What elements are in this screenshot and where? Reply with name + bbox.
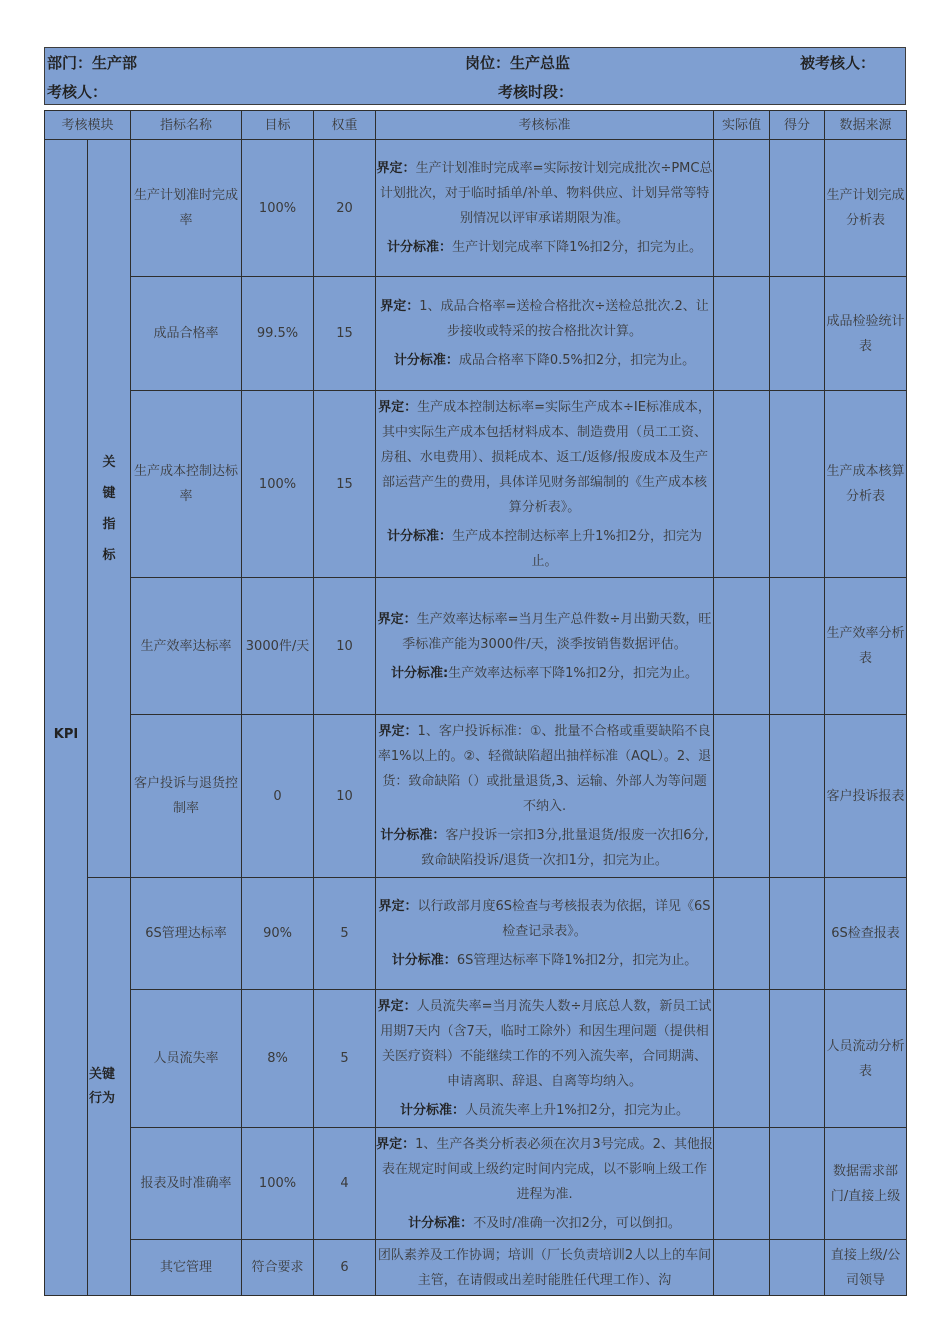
module-kpi-label: KPI [53,726,79,742]
definition-label: 界定： [380,299,420,314]
scoring-text: 客户投诉一宗扣3分,批量退货/报废一次扣6分,致命缺陷投诉/退货一次扣1分，扣完为止。 [421,828,709,868]
indicator-name: 生产成本控制达标率 [131,391,242,578]
actual-value-cell[interactable] [714,990,770,1128]
col-header-standard: 考核标准 [376,111,714,140]
indicator-standard [376,990,714,1128]
scoring-text: 生产计划完成率下降1%扣2分，扣完为止。 [452,240,702,255]
department-label: 部门：生产部 [47,54,138,72]
scoring-label: 计分标准: [390,665,449,681]
definition-text: 人员流失率=当月流失人数÷月底总人数，新员工试用期7天内（含7天，临时工除外）和因生理问题（提供相关医疗资料）不能继续工作的不列入流失率，合同期满、申请离职、辞退、自离等均纳入。 [380,999,712,1089]
assessor-label: 考核人： [47,83,108,101]
definition-label: 界定： [376,1136,416,1152]
indicator-name: 生产计划准时完成率 [131,140,242,277]
indicator-weight: 5 [314,878,376,990]
scoring-label: 计分标准： [391,953,457,968]
score-cell[interactable] [770,1240,825,1296]
indicator-weight: 6 [314,1240,376,1296]
period-label: 考核时段： [498,83,574,101]
definition-text: 团队素养及工作协调；培训（厂长负责培训2人以上的车间主管，在请假或出差时能胜任代理工作）、沟 [377,1247,712,1288]
module-key-indicators-char: 指 [102,516,116,532]
indicator-standard [376,391,714,578]
actual-value-cell[interactable] [714,715,770,878]
indicator-weight: 10 [314,715,376,878]
module-key-indicators-char: 关 [102,454,116,470]
indicator-name: 6S管理达标率 [131,878,242,990]
indicator-standard [376,715,714,878]
score-cell[interactable] [770,1128,825,1240]
scoring-label: 计分标准： [387,528,453,544]
col-header-source: 数据来源 [825,111,907,140]
definition-text: 生产效率达标率=当月生产总件数÷月出勤天数，旺季标准产能为3000件/天，淡季按销售数据评估。 [402,611,712,652]
indicator-name: 人员流失率 [131,990,242,1128]
definition-text: 1、成品合格率=送检合格批次÷送检总批次.2、让步接收或特采的按合格批次计算。 [419,299,709,339]
module-kpi-cell [45,140,88,1296]
definition-label: 界定： [378,724,418,739]
scoring-label: 计分标准： [380,828,446,843]
definition-label: 界定： [376,161,416,176]
data-source: 生产成本核算分析表 [825,391,907,578]
indicator-target: 100% [242,140,314,277]
indicator-standard [376,277,714,391]
actual-value-cell[interactable] [714,878,770,990]
score-cell[interactable] [770,391,825,578]
indicator-weight: 20 [314,140,376,277]
indicator-target: 0 [242,715,314,878]
data-source: 6S检查报表 [825,878,907,990]
indicator-name: 报表及时准确率 [131,1128,242,1240]
indicator-target: 3000件/天 [242,578,314,715]
module-key-behaviors-label: 行为 [89,1090,116,1106]
score-cell[interactable] [770,140,825,277]
score-cell[interactable] [770,878,825,990]
indicator-target: 99.5% [242,277,314,391]
definition-text: 生产成本控制达标率=实际生产成本÷IE标准成本，其中实际生产成本包括材料成本、制造费用（员工工资、房租、水电费用）、损耗成本、返工/返修/报废成本及生产部运营产生的费用，具体详见财务部编制的《生产成本核算分析表》。 [380,399,711,515]
indicator-target: 90% [242,878,314,990]
definition-text: 1、生产各类分析表必须在次月3号完成。2、其他报表在规定时间或上级约定时间内完成，以不影响上级工作进程为准. [382,1136,713,1202]
col-header-score: 得分 [770,111,825,140]
score-cell[interactable] [770,578,825,715]
indicator-weight: 10 [314,578,376,715]
indicator-standard [376,578,714,715]
actual-value-cell[interactable] [714,140,770,277]
scoring-text: 生产成本控制达标率上升1%扣2分，扣完为止。 [452,528,702,569]
module-key-behaviors-label: 关键 [89,1066,116,1082]
indicator-name: 客户投诉与退货控制率 [131,715,242,878]
kpi-table [44,110,907,1296]
scoring-label: 计分标准： [408,1215,474,1231]
data-source: 生产计划完成分析表 [825,140,907,277]
definition-label: 界定： [377,999,417,1014]
table-row [45,277,907,391]
col-header-module: 考核模块 [45,111,131,140]
indicator-standard [376,1240,714,1296]
indicator-standard [376,1128,714,1240]
col-header-target: 目标 [242,111,314,140]
table-row [45,1240,907,1296]
module-key-behaviors-cell [88,878,131,1296]
definition-text: 以行政部月度6S检查与考核报表为依据，详见《6S检查记录表》。 [417,899,711,939]
indicator-target: 100% [242,391,314,578]
indicator-weight: 5 [314,990,376,1128]
module-key-indicators-char: 键 [102,485,116,501]
actual-value-cell[interactable] [714,1240,770,1296]
definition-text: 1、客户投诉标准：①、批量不合格或重要缺陷不良率1%以上的。②、轻微缺陷超出抽样标准（AQL）。2、退货：致命缺陷（）或批量退货,3、运输、外部人为等问题不纳入. [377,724,712,814]
module-key-indicators-cell [88,140,131,878]
actual-value-cell[interactable] [714,277,770,391]
indicator-weight: 15 [314,277,376,391]
score-cell[interactable] [770,277,825,391]
actual-value-cell[interactable] [714,391,770,578]
indicator-weight: 15 [314,391,376,578]
score-cell[interactable] [770,990,825,1128]
scoring-label: 计分标准： [387,240,453,255]
indicator-weight: 4 [314,1128,376,1240]
scoring-text: 6S管理达标率下降1%扣2分，扣完为止。 [456,953,698,968]
indicator-standard [376,878,714,990]
assessment-sheet [44,47,906,1288]
definition-label: 界定： [378,899,418,914]
col-header-weight: 权重 [314,111,376,140]
actual-value-cell[interactable] [714,578,770,715]
table-row [45,578,907,715]
data-source: 人员流动分析表 [825,990,907,1128]
actual-value-cell[interactable] [714,1128,770,1240]
scoring-label: 计分标准： [400,1103,466,1118]
scoring-text: 不及时/准确一次扣2分，可以倒扣。 [473,1215,681,1231]
indicator-target: 符合要求 [242,1240,314,1296]
indicator-name: 其它管理 [131,1240,242,1296]
indicator-target: 100% [242,1128,314,1240]
col-header-indicator: 指标名称 [131,111,242,140]
scoring-label: 计分标准： [393,353,459,368]
data-source: 成品检验统计表 [825,277,907,391]
form-header [44,47,906,105]
module-key-indicators-char: 标 [102,547,116,563]
indicator-name: 成品合格率 [131,277,242,391]
assessee-label: 被考核人： [800,54,876,72]
table-header-row [45,111,907,140]
scoring-text: 生产效率达标率下降1%扣2分，扣完为止。 [448,665,699,681]
indicator-name: 生产效率达标率 [131,578,242,715]
data-source: 生产效率分析表 [825,578,907,715]
table-row [45,391,907,578]
scoring-text: 成品合格率下降0.5%扣2分，扣完为止。 [458,353,696,368]
data-source: 数据需求部门/直接上级 [825,1128,907,1240]
indicator-target: 8% [242,990,314,1128]
position-label: 岗位：生产总监 [465,54,571,72]
definition-label: 界定： [377,611,417,627]
table-row [45,715,907,878]
table-row [45,878,907,990]
indicator-standard [376,140,714,277]
score-cell[interactable] [770,715,825,878]
data-source: 直接上级/公司领导 [825,1240,907,1296]
data-source: 客户投诉报表 [825,715,907,878]
table-row [45,990,907,1128]
scoring-text: 人员流失率上升1%扣2分，扣完为止。 [465,1103,689,1118]
col-header-actual: 实际值 [714,111,770,140]
table-row [45,140,907,277]
definition-text: 生产计划准时完成率=实际按计划完成批次÷PMC总计划批次，对于临时插单/补单、物料供应、计划异常等特别情况以评审承诺期限为准。 [379,161,713,226]
definition-label: 界定： [378,399,418,415]
table-row [45,1128,907,1240]
